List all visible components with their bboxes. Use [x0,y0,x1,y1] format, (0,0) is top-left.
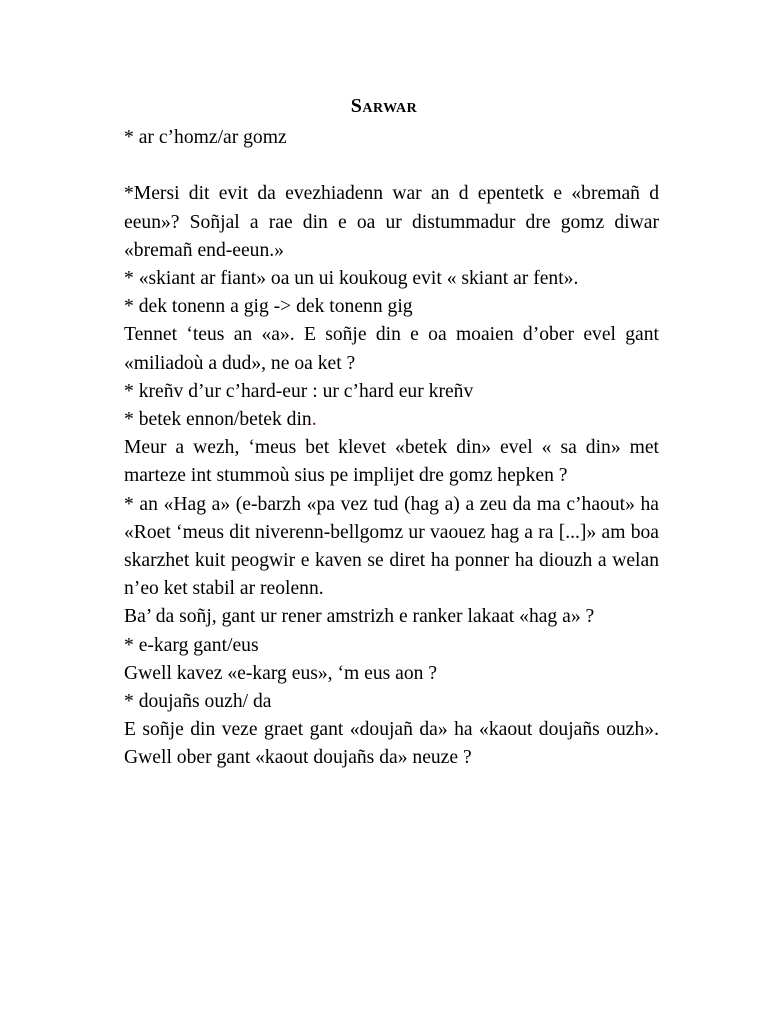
page-title: Sarwar [350,95,418,117]
paragraph-7-text: * betek ennon/betek din [124,409,312,431]
paragraph-12: Gwell kavez «e-karg eus», ‘m eus aon ? [124,662,438,684]
paragraph-11: * e-karg gant/eus [124,634,259,656]
paragraph-13: * doujañs ouzh/ da [124,691,272,713]
paragraph-2: *Mersi dit evit da evezhiadenn war an d epentetk e «bremañ d eeun»? Soñjal a rae din e oa ur distummadur dre gomz diwar «bremañ end-eeun.» [124,183,659,261]
paragraph-8: Meur a wezh, ‘meus bet klevet «betek din» evel « sa din» met marteze int stummoù sius pe implijet dre gomz hepken ? [124,437,659,487]
paragraph-7 [124,406,659,434]
document-body [124,124,659,773]
red-period-mark: . [311,409,317,431]
paragraph-1: * ar c’homz/ar gomz [124,127,287,148]
paragraph-9: * an «Hag a» (e-barzh «pa vez tud (hag a) a zeu da ma c’haout» ha «Roet ‘meus dit niverenn-bellgomz ur vaouez hag a ra [...]» am boa skarzhet kuit peogwir e kaven se diret ha ponner ha diouzh a welan n’eo ket stabil ar reolenn. [124,493,659,600]
paragraph-14: E soñje din veze graet gant «doujañ da» ha «kaout doujañs ouzh». Gwell ober gant «kaout doujañs da» neuze ? [124,719,659,769]
paragraph-3: * «skiant ar fiant» oa un ui koukoug evit « skiant ar fent». [124,268,579,289]
paragraph-4: * dek tonenn a gig -> dek tonenn gig [124,296,413,318]
paragraph-5: Tennet ‘teus an «a». E soñje din e oa moaien d’ober evel gant «miliadoù a dud», ne oa ket ? [124,324,659,374]
paragraph-10: Ba’ da soñj, gant ur rener amstrizh e ranker lakaat «hag a» ? [124,606,595,628]
paragraph-6: * kreñv d’ur c’hard-eur : ur c’hard eur kreñv [124,380,474,402]
paragraph-spacer [124,152,659,180]
